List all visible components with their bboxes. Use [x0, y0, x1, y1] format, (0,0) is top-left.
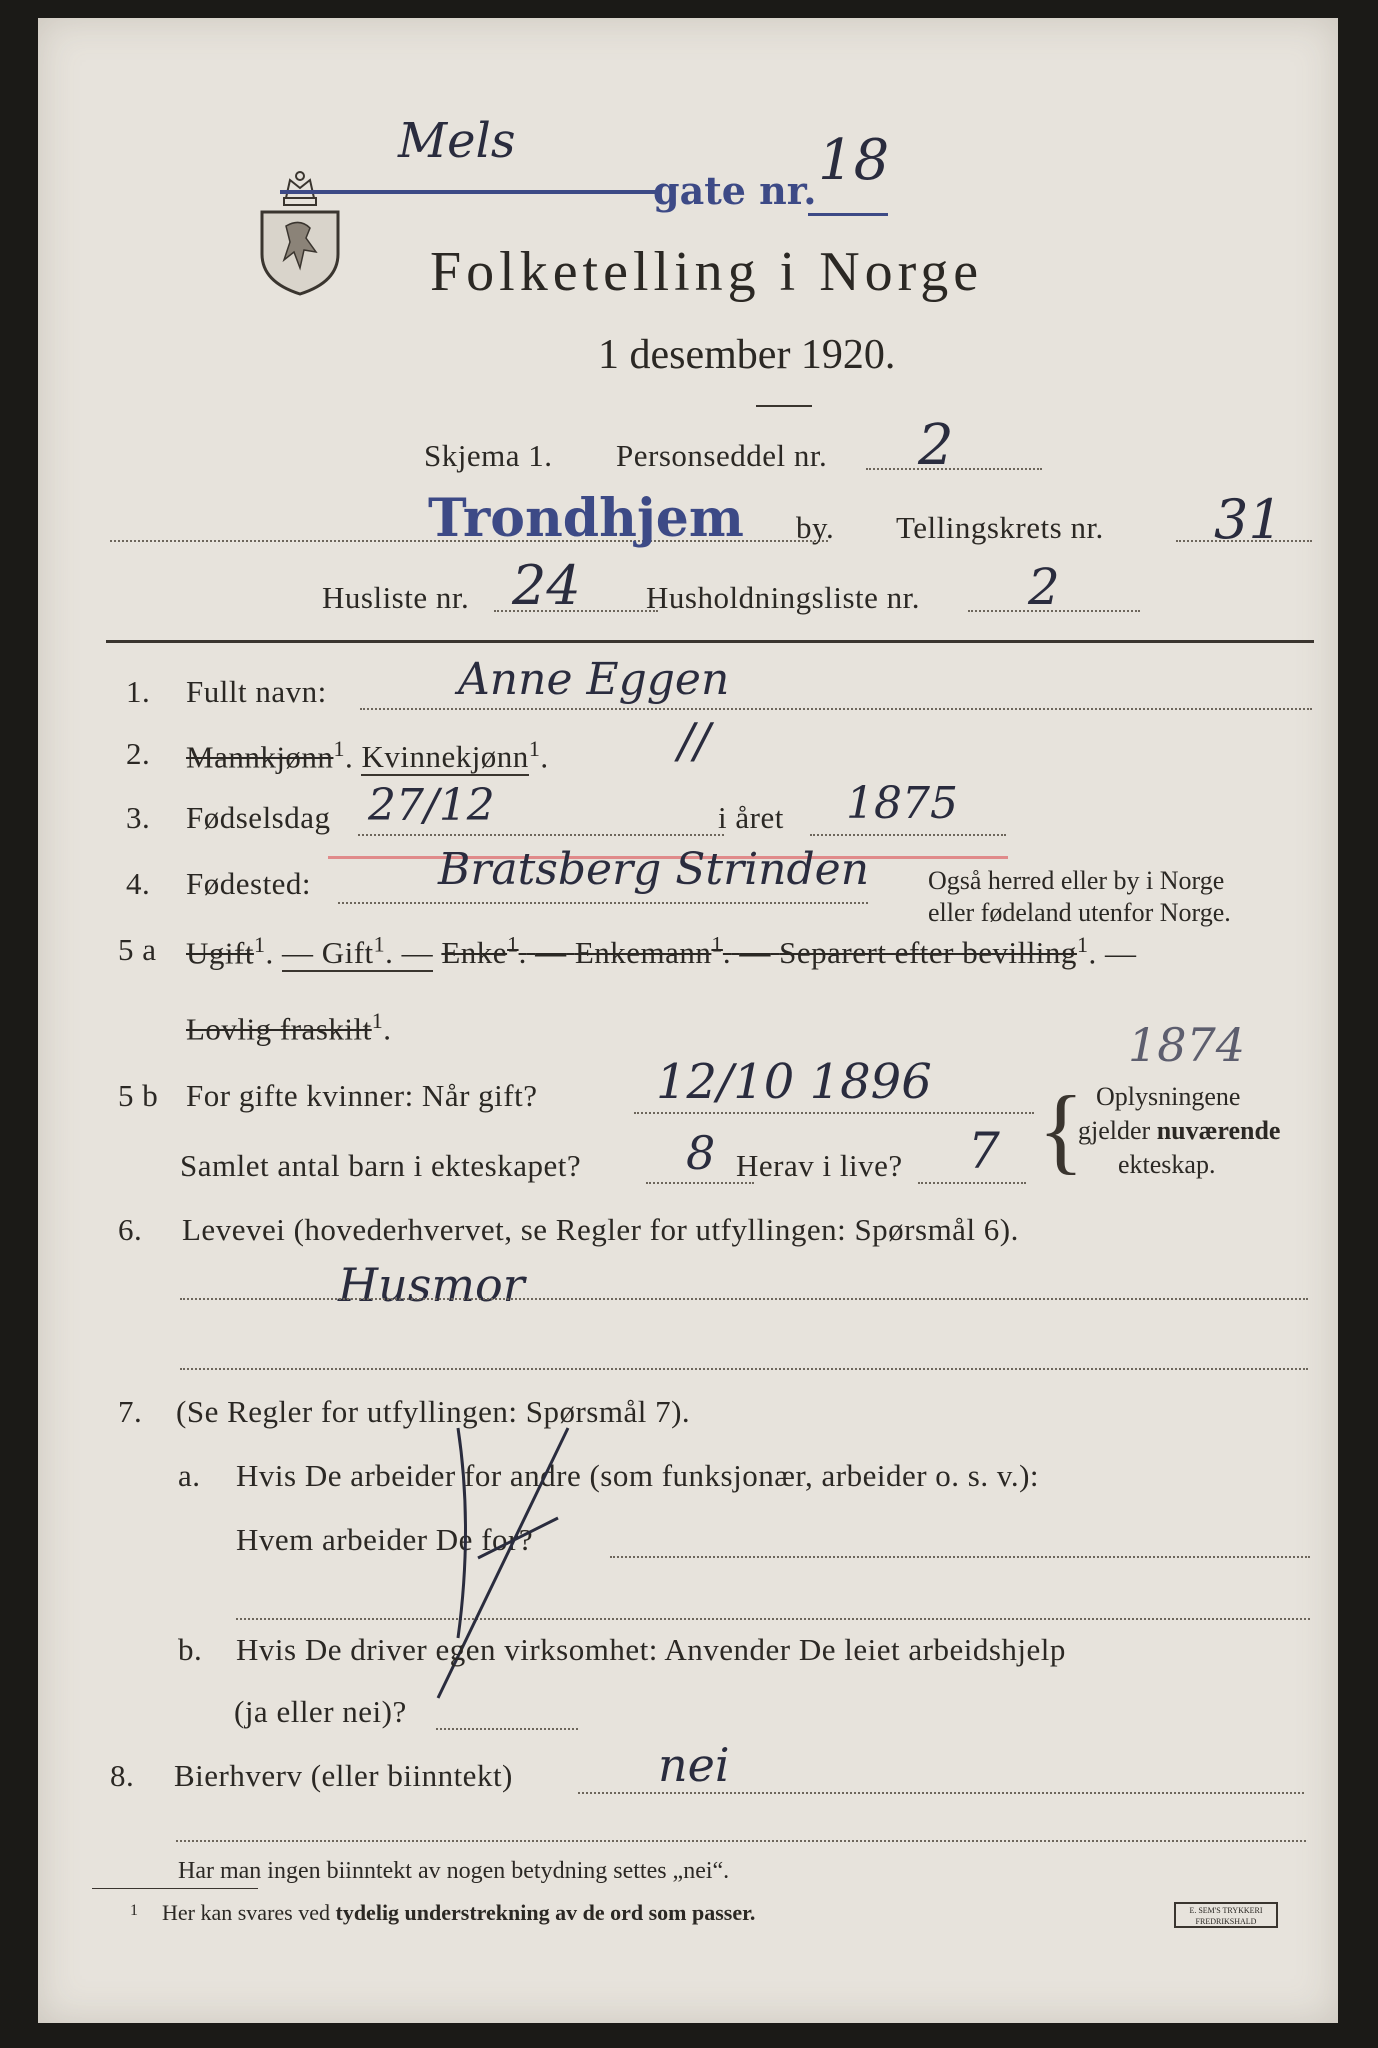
q4-label: Fødested:	[186, 866, 312, 901]
q3-label: Fødselsdag	[186, 800, 331, 835]
street-name-handwritten: Mels	[398, 113, 516, 169]
q5a-fn-3: 1	[507, 932, 519, 957]
q6-number: 6.	[118, 1212, 143, 1247]
q5b-gift-date: 12/10 1896	[656, 1054, 932, 1110]
q5b-label-2: Samlet antal barn i ekteskapet?	[180, 1148, 582, 1183]
q4-answer: Bratsberg Strinden	[438, 844, 870, 895]
q5a-dash-2: —	[401, 935, 434, 971]
q5a-fn-6: 1	[371, 1008, 384, 1033]
street-line	[280, 190, 660, 194]
footnote-text-a: Her kan svares ved	[162, 1900, 336, 1925]
q7a-number: a.	[178, 1458, 201, 1493]
printer-city: FREDRIKSHALD	[1195, 1917, 1257, 1926]
q5a-dot-1: .	[265, 935, 274, 971]
q8-line-2	[176, 1840, 1306, 1842]
q7a-line-1	[610, 1556, 1310, 1558]
q2-footnote-mark: 1	[333, 736, 345, 761]
q4-number: 4.	[126, 866, 151, 901]
q3-year-line	[810, 834, 1006, 836]
q7b-text-2: (ja eller nei)?	[234, 1694, 407, 1729]
q5a-dash-3: —	[535, 935, 567, 971]
tellingskrets-label: Tellingskrets nr.	[896, 510, 1104, 545]
census-date: 1 desember 1920.	[598, 332, 896, 378]
q2-separator: .	[344, 739, 354, 775]
form-title: Folketelling i Norge	[430, 241, 984, 303]
coat-of-arms-icon	[256, 168, 344, 298]
q5a-fn-1: 1	[253, 932, 266, 957]
q3-day-line	[358, 834, 724, 836]
q1-label: Fullt navn:	[186, 674, 327, 709]
street-number-line	[808, 213, 888, 216]
q6-line-2	[180, 1368, 1308, 1370]
q5b-note-1: Oplysningene	[1096, 1082, 1241, 1111]
q7a-text-1: Hvis De arbeider for andre (som funksjonær, arbeider o. s. v.):	[236, 1458, 1040, 1493]
q4-line	[338, 902, 868, 904]
q7b-number: b.	[178, 1632, 203, 1667]
husliste-number: 24	[512, 554, 581, 617]
q5a-fn-5: 1	[1076, 932, 1089, 957]
q5a-gift: Gift	[321, 935, 374, 971]
q5a-fn-4: 1	[711, 932, 723, 957]
by-label: by.	[796, 510, 835, 545]
header-separator	[106, 640, 1314, 643]
q1-number: 1.	[126, 674, 151, 709]
q4-note-1: Også herred eller by i Norge	[928, 866, 1225, 895]
q5a-fn-2: 1	[373, 932, 386, 957]
printer-mark	[1174, 1902, 1278, 1928]
q2-options	[186, 736, 549, 775]
q5b-date-line	[634, 1112, 1034, 1114]
q5a-line-2	[186, 1008, 391, 1047]
q5b-correction: 1874	[1128, 1018, 1246, 1072]
footnote-number: 1	[130, 1902, 138, 1919]
q3-number: 3.	[126, 800, 151, 835]
q5a-dash-1: —	[281, 935, 314, 971]
q5a-dot-6: .	[383, 1011, 392, 1047]
q5b-label-3: Herav i live?	[736, 1148, 903, 1183]
q5a-dot-4: .	[722, 935, 732, 971]
q5a-dot-5: .	[1088, 935, 1097, 971]
q5b-live: 7	[968, 1122, 1000, 1180]
husholdningsliste-label: Husholdningsliste nr.	[646, 580, 921, 615]
q4-note-2: eller fødeland utenfor Norge.	[928, 898, 1231, 927]
personseddel-number: 2	[918, 413, 954, 478]
printer-name: E. SEM'S TRYKKERI	[1189, 1906, 1263, 1915]
q7b-text-1: Hvis De driver egen virksomhet: Anvender De leiet arbeidshjelp	[236, 1632, 1066, 1667]
q8-label: Bierhverv (eller biinntekt)	[174, 1758, 513, 1793]
census-form-page	[38, 18, 1338, 2023]
q7a-text-2: Hvem arbeider De for?	[236, 1522, 534, 1557]
husholdningsliste-number: 2	[1028, 558, 1060, 616]
q7-label: (Se Regler for utfyllingen: Spørsmål 7).	[176, 1394, 691, 1429]
q8-line-1	[578, 1792, 1304, 1794]
q5b-barn: 8	[686, 1126, 716, 1180]
q1-line	[360, 708, 1312, 710]
q7a-line-2	[236, 1618, 1310, 1620]
q7-number: 7.	[118, 1394, 143, 1429]
q5a-ugift: Ugift	[186, 935, 254, 971]
personseddel-label: Personseddel nr.	[616, 438, 828, 473]
q3-year: 1875	[846, 778, 958, 829]
husliste-label: Husliste nr.	[322, 580, 470, 615]
q5a-gift-group	[281, 932, 434, 972]
q5a-enkemann: Enkemann	[574, 935, 712, 971]
q2-mark: //	[678, 713, 711, 769]
q8-answer: nei	[658, 1738, 730, 1792]
q3-year-label: i året	[718, 800, 784, 835]
footer-note: Har man ingen biinntekt av nogen betydning settes „nei“.	[178, 1858, 730, 1884]
q5a-enke-group	[441, 932, 1077, 971]
q2-mannkjonn: Mannkjønn	[186, 739, 334, 775]
q5a-dash-4: —	[739, 935, 771, 971]
city-stamp: Trondhjem	[428, 488, 744, 549]
q5b-live-line	[918, 1182, 1026, 1184]
q2-kvinnekjonn: Kvinnekjønn	[361, 739, 529, 775]
footnote-rule	[92, 1888, 258, 1889]
q5b-note-2	[1078, 1116, 1280, 1146]
q6-line-1	[180, 1298, 1308, 1300]
q5a-options	[186, 932, 1136, 971]
q5b-note-3: ekteskap.	[1118, 1150, 1216, 1179]
q2-footnote-mark-2: 1	[528, 736, 541, 761]
q5a-number: 5 a	[118, 932, 157, 967]
q5a-dot-3: .	[518, 935, 527, 971]
street-stamp: gate nr.	[653, 168, 817, 213]
q5b-note-2b: nuværende	[1156, 1116, 1281, 1145]
footnote-text-b: tydelig understrekning av de ord som passer.	[335, 1900, 756, 1925]
q7b-line	[436, 1728, 578, 1730]
q5b-note-2a: gjelder	[1078, 1116, 1157, 1145]
skjema-label: Skjema 1.	[424, 438, 553, 473]
street-number: 18	[818, 128, 890, 193]
q5a-enke: Enke	[441, 935, 508, 971]
q5b-brace: {	[1038, 1076, 1085, 1183]
q6-answer: Husmor	[338, 1258, 525, 1312]
q6-label: Levevei (hovederhvervet, se Regler for utfyllingen: Spørsmål 6).	[182, 1212, 1019, 1247]
q8-number: 8.	[110, 1758, 135, 1793]
q3-day: 27/12	[368, 780, 495, 831]
q2-number: 2.	[126, 736, 151, 771]
q1-answer: Anne Eggen	[458, 654, 730, 705]
q2-end: .	[540, 739, 549, 775]
q5a-dash-5: —	[1104, 935, 1137, 971]
tellingskrets-number: 31	[1214, 488, 1283, 551]
footnote-text	[162, 1900, 755, 1926]
q5b-label-1: For gifte kvinner: Når gift?	[186, 1078, 538, 1113]
q5a-lovlig: Lovlig fraskilt	[186, 1011, 372, 1047]
q5a-dot-2: .	[385, 935, 394, 971]
personseddel-line	[866, 468, 1042, 470]
q5b-number: 5 b	[118, 1078, 159, 1113]
q5a-separert: Separert efter bevilling	[779, 935, 1077, 971]
title-divider	[756, 405, 812, 407]
